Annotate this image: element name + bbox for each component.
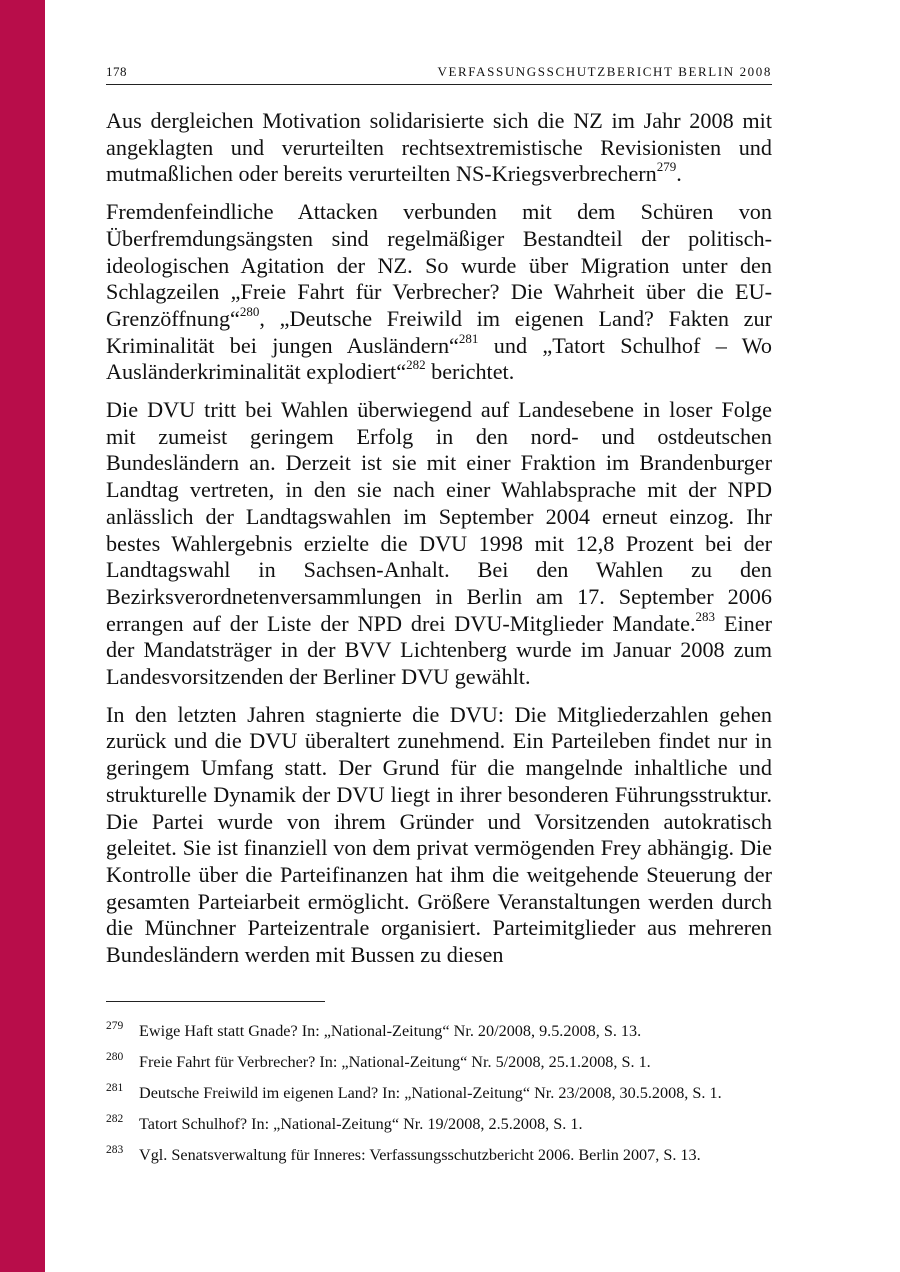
footnote-text: Tatort Schulhof? In: „National-Zeitung“ Nr. 19/2008, 2.5.2008, S. 1. (139, 1115, 583, 1133)
running-header (106, 64, 772, 85)
footnote-text: Vgl. Senatsverwaltung für Inneres: Verfassungsschutzbericht 2006. Berlin 2007, S. 13. (139, 1146, 701, 1164)
footnote-number: 280 (106, 1051, 124, 1063)
footnote (106, 1114, 772, 1134)
footnote-text: Freie Fahrt für Verbrecher? In: „National-Zeitung“ Nr. 5/2008, 25.1.2008, S. 1. (139, 1053, 651, 1071)
footnote-text: Deutsche Freiwild im eigenen Land? In: „National-Zeitung“ Nr. 23/2008, 30.5.2008, S. 1. (139, 1084, 722, 1102)
footnote-number: 282 (106, 1113, 124, 1125)
footnote-text: Ewige Haft statt Gnade? In: „National-Zeitung“ Nr. 20/2008, 9.5.2008, S. 13. (139, 1022, 642, 1040)
footnote-reference: 282 (406, 357, 426, 373)
footnote-reference: 283 (695, 608, 716, 624)
footnote-number: 279 (106, 1020, 124, 1032)
paragraph-text: Aus dergleichen Motivation solidarisierte sich die NZ im Jahr 2008 mit angeklagten und verurteilten rechtsextremistische Revisionisten und mutmaßlichen oder bereits verurteilten NS-Kriegsverbrechern (106, 108, 772, 187)
footnote-separator (106, 1001, 325, 1002)
footnote (106, 1145, 772, 1165)
footnote-reference: 280 (239, 303, 260, 319)
footnote-number: 281 (106, 1082, 124, 1094)
paragraph-text: berichtet. (425, 359, 515, 385)
footnotes (106, 1021, 772, 1176)
paragraph (106, 397, 772, 691)
paragraph-text: und „Tatort Schulhof – Wo Ausländerkriminalität explodiert“ (106, 332, 773, 385)
footnote-reference: 281 (458, 330, 479, 346)
footnote (106, 1052, 772, 1072)
paragraph-text: Fremdenfeindliche Attacken verbunden mit dem Schüren von Überfremdungsängsten sind regelmäßiger Bestandteil der politisch-ideologischen Agitation der NZ. So wurde über Migration unter den Schlagzeilen „Freie Fahrt für Verbrecher? Die Wahrheit über die EU-Grenzöffnung“ (106, 199, 772, 331)
page-margin-bar (0, 0, 45, 1272)
page-number: 178 (106, 64, 127, 79)
paragraph-text: Die DVU tritt bei Wahlen überwiegend auf Landesebene in loser Folge mit zumeist geringem Erfolg in den nord- und ostdeutschen Bundesländern an. Derzeit ist sie mit einer Fraktion im Brandenburger Landtag vertreten, in den sie nach einer Wahlabsprache mit der NPD anlässlich der Landtagswahlen im September 2004 erneut einzog. Ihr bestes Wahlergebnis erzielte die DVU 1998 mit 12,8 Prozent bei der Landtagswahl in Sachsen-Anhalt. Bei den Wahlen zu den Bezirksverordnetenversammlungen in Berlin am 17. September 2006 errangen auf der Liste der NPD drei DVU-Mitglieder Mandate. (106, 397, 772, 636)
footnote-reference: 279 (656, 159, 677, 175)
footnote (106, 1021, 772, 1041)
paragraph (106, 199, 772, 386)
body-text (106, 108, 772, 980)
paragraph-text: , „Deutsche Freiwild im eigenen Land? Fakten zur Kriminalität bei jungen Ausländern“ (106, 305, 772, 358)
running-title: VERFASSUNGSSCHUTZBERICHT BERLIN 2008 (437, 64, 772, 79)
footnote-number: 283 (106, 1144, 124, 1156)
footnote (106, 1083, 772, 1103)
paragraph-text: Einer der Mandatsträger in der BVV Lichtenberg wurde im Januar 2008 zum Landesvorsitzenden der Berliner DVU gewählt. (106, 610, 772, 690)
paragraph (106, 108, 772, 188)
paragraph-text: . (676, 161, 682, 187)
paragraph (106, 702, 772, 969)
paragraph-text: In den letzten Jahren stagnierte die DVU: Die Mitgliederzahlen gehen zurück und die DVU überaltert zunehmend. Ein Parteileben findet nur in geringem Umfang statt. Der Grund für die mangelnde inhaltliche und strukturelle Dynamik der DVU liegt in ihrer besonderen Führungsstruktur. Die Partei wurde von ihrem Gründer und Vorsitzenden autokratisch geleitet. Sie ist finanziell von dem privat vermögenden Frey abhängig. Die Kontrolle über die Parteifinanzen hat ihm die weitgehende Steuerung der gesamten Parteiarbeit ermöglicht. Größere Veranstaltungen werden durch die Münchner Parteizentrale organisiert. Parteimitglieder aus mehreren Bundesländern werden mit Bussen zu diesen (106, 701, 772, 968)
